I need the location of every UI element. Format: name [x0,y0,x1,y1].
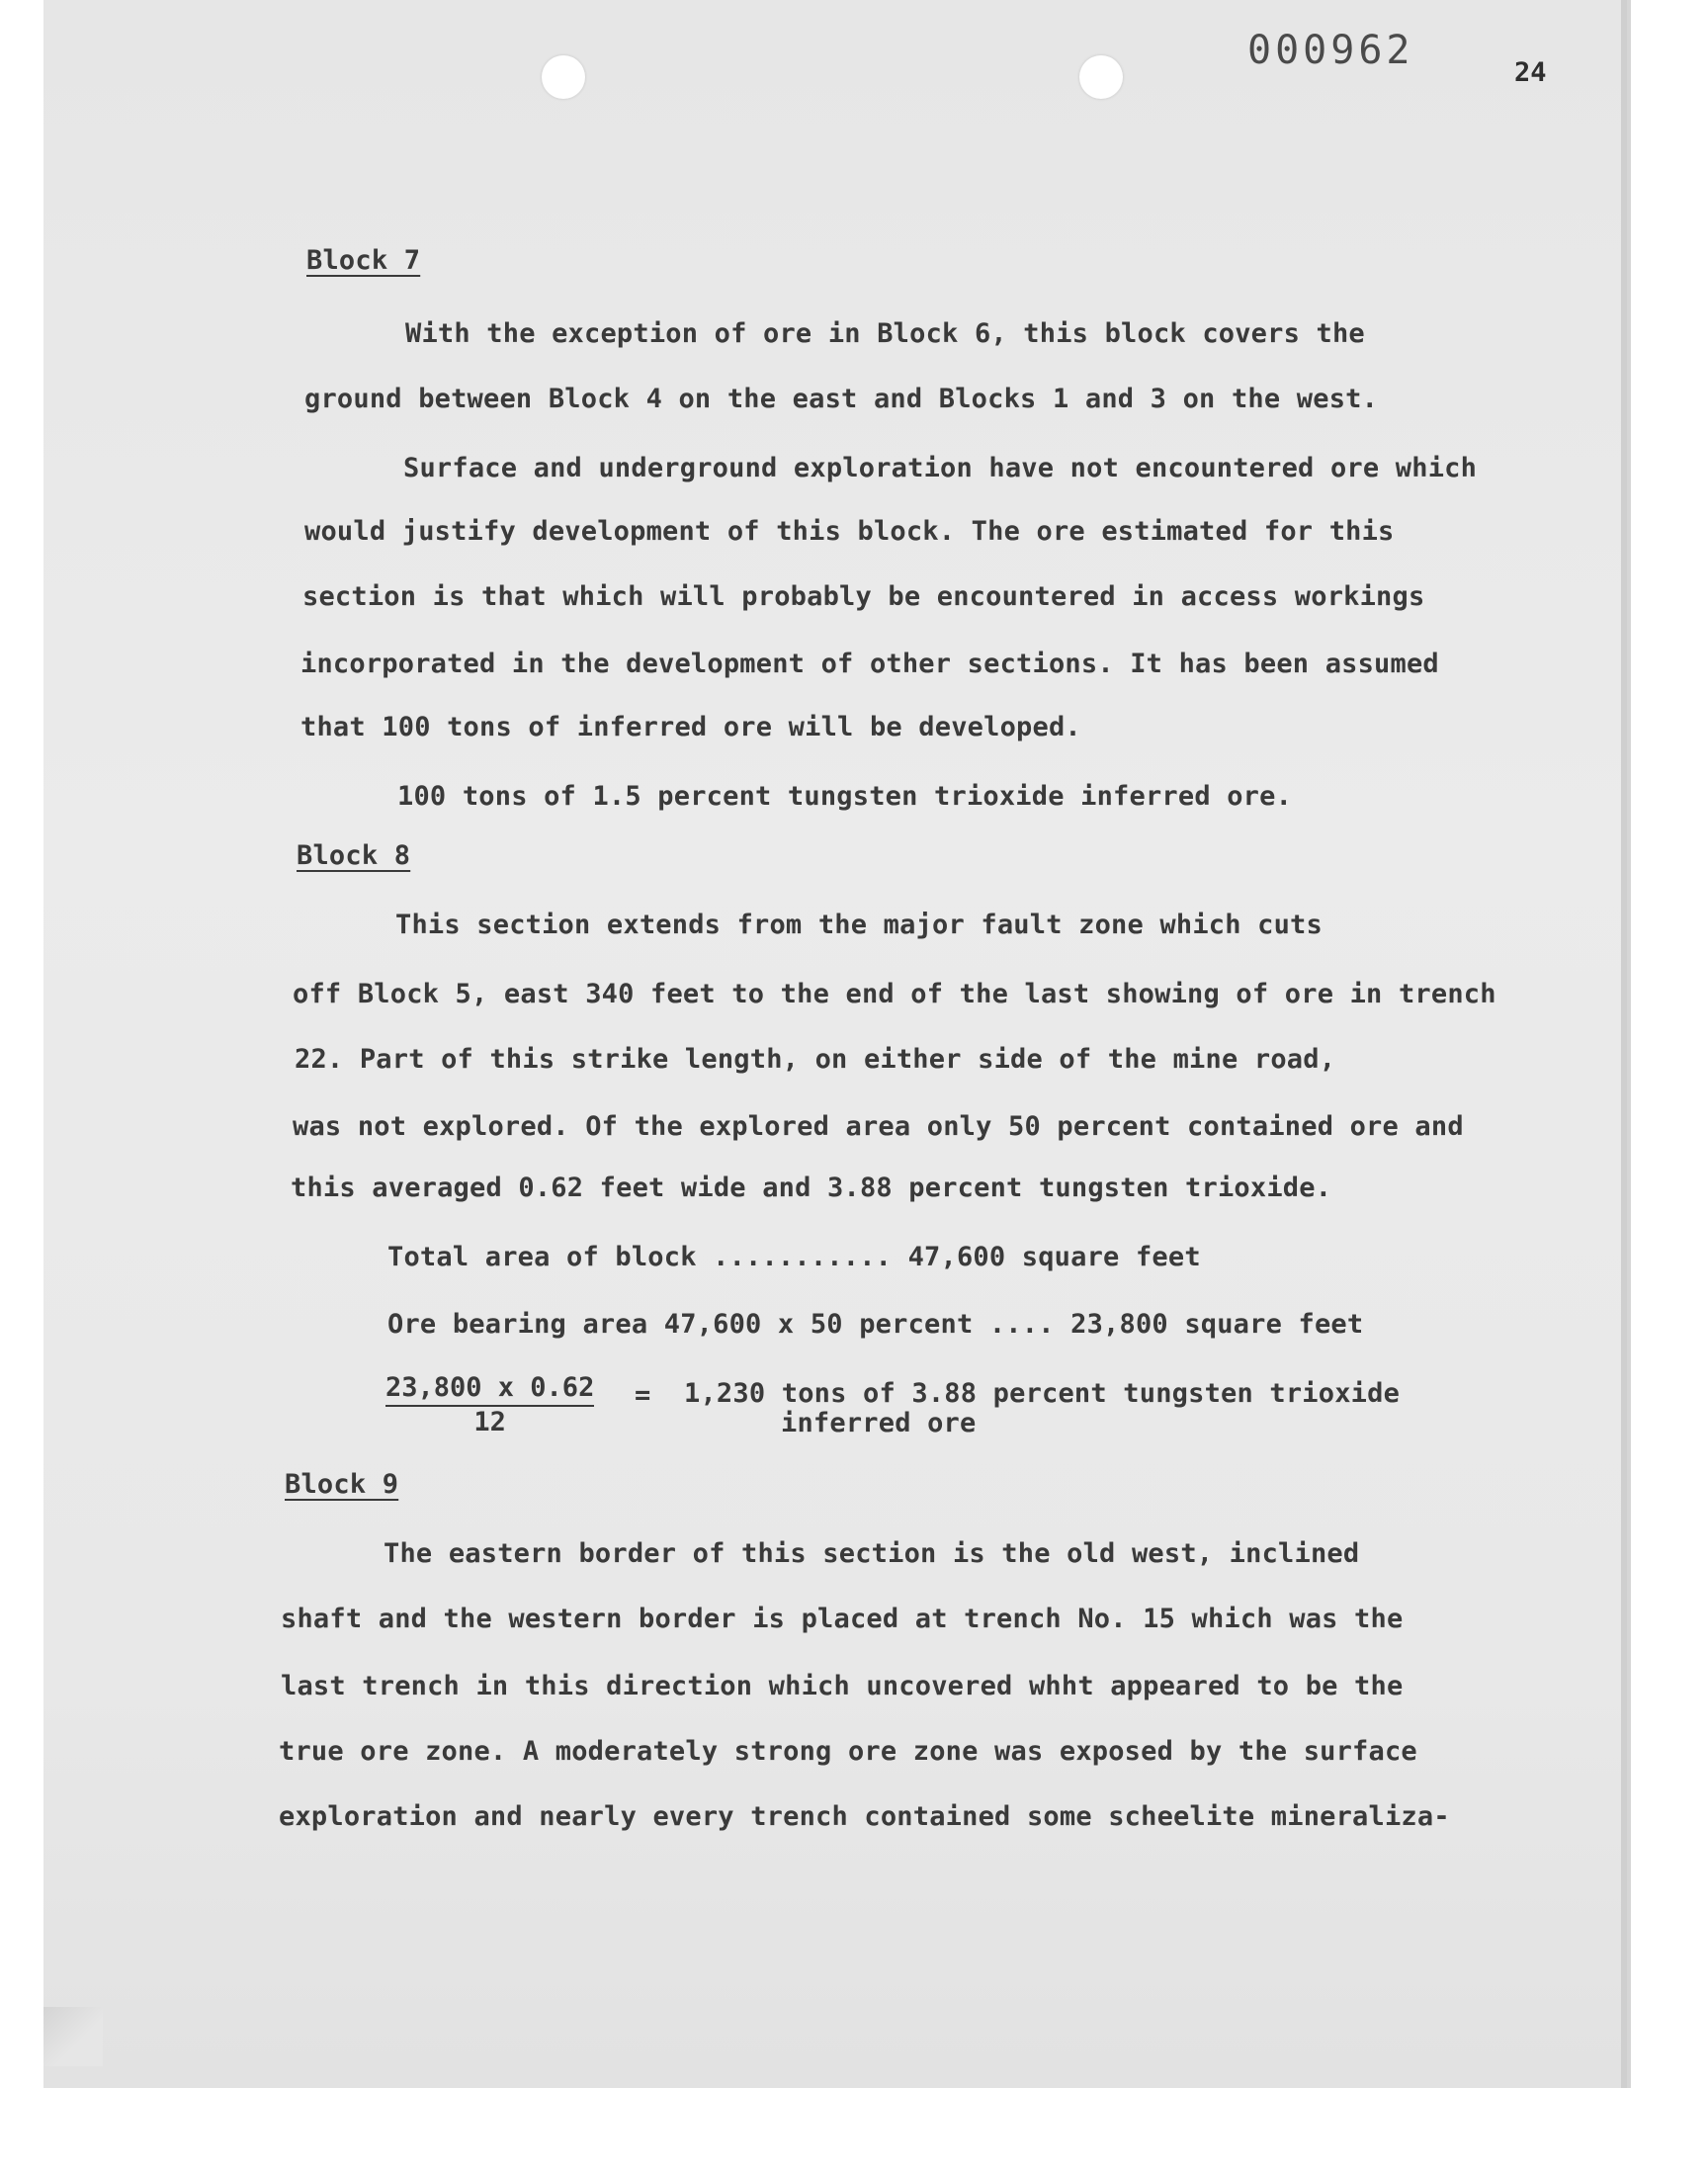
punch-hole-left [542,55,585,99]
block-8-line: off Block 5, east 340 feet to the end of the last showing of ore in trench [293,979,1496,1009]
document-stamp-number: 000962 [1247,28,1414,73]
formula-numerator: 23,800 x 0.62 [385,1372,594,1407]
formula-denominator: 12 [473,1407,506,1437]
block-8-line: was not explored. Of the explored area only 50 percent contained ore and [293,1111,1464,1142]
punch-hole-right [1079,55,1123,99]
folded-corner [43,2007,103,2066]
block-9-line: shaft and the western border is placed at trench No. 15 which was the [281,1604,1404,1634]
block-7-line: ground between Block 4 on the east and Blocks 1 and 3 on the west. [304,384,1379,414]
block-7-line: incorporated in the development of other sections. It has been assumed [300,649,1439,679]
block-8-formula-fraction [385,1372,594,1437]
block-7-heading: Block 7 [306,245,421,276]
block-9-line: true ore zone. A moderately strong ore zone was exposed by the surface [279,1736,1417,1767]
block-7-estimate: 100 tons of 1.5 percent tungsten trioxide inferred ore. [397,781,1293,812]
block-7-line: With the exception of ore in Block 6, this block covers the [405,318,1365,349]
formula-result-line: 1,230 tons of 3.88 percent tungsten trioxide [684,1378,1401,1409]
formula-equals-sign: = [635,1380,651,1411]
block-8-line: This section extends from the major fault zone which cuts [395,910,1323,940]
block-8-heading: Block 8 [297,840,411,871]
block-8-total-area: Total area of block ........... 47,600 square feet [387,1242,1201,1272]
paper-edge [1621,0,1627,2088]
block-7-line: Surface and underground exploration have not encountered ore which [403,453,1478,483]
block-9-line: exploration and nearly every trench contained some scheelite mineraliza- [279,1801,1450,1832]
block-8-line: this averaged 0.62 feet wide and 3.88 percent tungsten trioxide. [291,1173,1332,1203]
block-9-line: The eastern border of this section is the old west, inclined [384,1538,1360,1569]
block-9-heading: Block 9 [285,1469,399,1500]
block-7-line: section is that which will probably be encountered in access workings [302,581,1425,612]
block-8-line: 22. Part of this strike length, on either side of the mine road, [295,1044,1336,1075]
block-7-line: that 100 tons of inferred ore will be developed. [300,712,1081,742]
page-number: 24 [1514,57,1547,88]
block-9-line: last trench in this direction which uncovered whht appeared to be the [281,1671,1404,1701]
block-8-ore-bearing-area: Ore bearing area 47,600 x 50 percent .... 23,800 square feet [387,1309,1364,1340]
block-7-line: would justify development of this block. The ore estimated for this [304,516,1395,547]
formula-result-line: inferred ore [781,1408,977,1438]
